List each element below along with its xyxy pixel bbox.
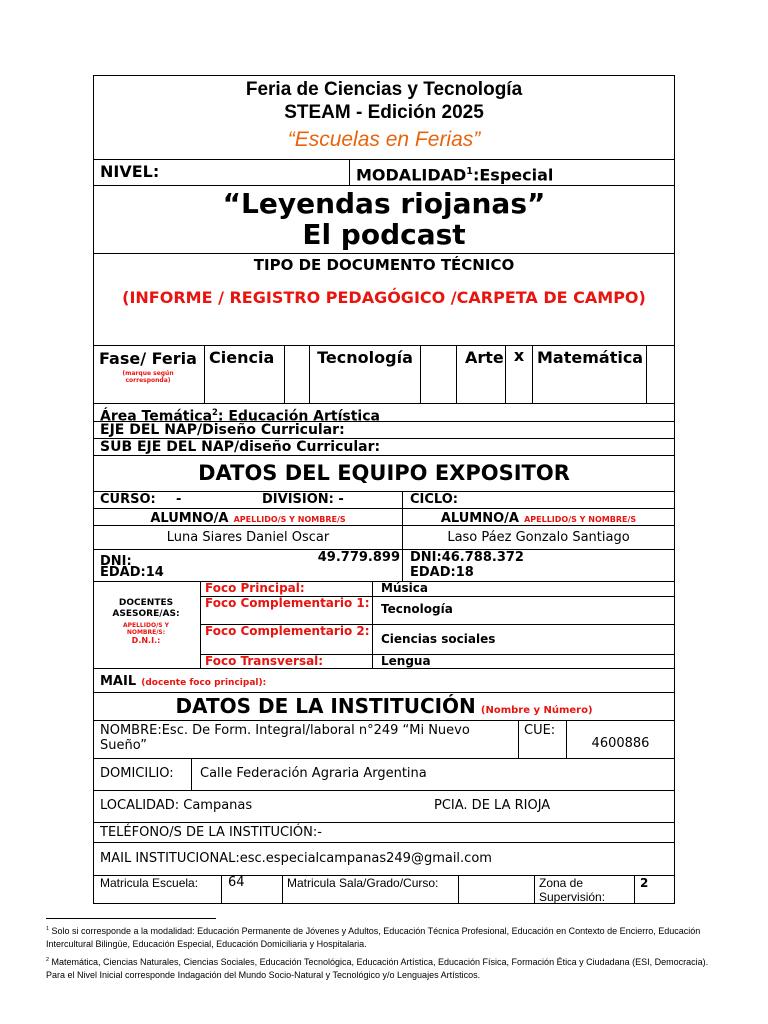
telefono: TELÉFONO/S DE LA INSTITUCIÓN:-	[100, 825, 322, 840]
telefono-row	[93, 822, 675, 842]
mail-docente-label: MAIL	[100, 674, 137, 689]
nivel-label: NIVEL:	[100, 162, 160, 181]
foco-principal-label: Foco Principal:	[205, 582, 305, 595]
domicilio-row	[93, 758, 675, 790]
ciclo-label: CICLO:	[410, 492, 458, 507]
docentes-label: DOCENTES ASESORE/AS:	[112, 598, 180, 619]
modalidad-label: MODALIDAD	[356, 165, 467, 185]
curso-value: -	[176, 492, 182, 507]
domicilio-value: Calle Federación Agraria Argentina	[200, 766, 427, 781]
option-matematica: Matemática	[537, 348, 644, 367]
project-subtitle: El podcast	[302, 218, 466, 251]
mark-tecnologia[interactable]	[421, 346, 456, 403]
footnote-ref-2: 2	[212, 407, 218, 417]
footnote-1-text: Solo si corresponde a la modalidad: Educación Permanente de Jóvenes y Adultos, Educación Técnica Profesional, Educación en Contexto de Encierro, Educación Intercultural Bilingüe, Educación Especial, Educación Domiciliaria y Hospitalaria.	[46, 926, 701, 949]
option-arte: Arte	[465, 348, 504, 367]
zona-label: Zona de Supervisión:	[539, 876, 606, 903]
zona-value: 2	[640, 876, 649, 890]
mail-docente-row	[93, 668, 675, 692]
footnote-1-num: 1	[46, 926, 49, 932]
docentes-row	[93, 581, 675, 668]
doc-type-title: TIPO DE DOCUMENTO TÉCNICO	[253, 256, 515, 274]
modalidad-value: :Especial	[472, 165, 554, 185]
student-2-name: Laso Páez Gonzalo Santiago	[447, 530, 630, 545]
nombre-row	[93, 720, 675, 758]
foco-transversal-row	[201, 655, 674, 668]
area-tematica-row	[93, 403, 675, 421]
student-1-edad: EDAD:14	[100, 565, 164, 580]
footnote-ref-1: 1	[466, 166, 473, 177]
cue-value: 4600886	[591, 736, 650, 751]
docentes-note: APELLIDO/S Y NOMBRE/S:	[122, 622, 170, 636]
fase-label: Fase/ Feria	[99, 349, 197, 368]
matricula-sala-value[interactable]	[459, 876, 534, 903]
student-dni-row	[93, 549, 675, 581]
foco-complementario-1-label: Foco Complementario 1:	[205, 596, 370, 610]
mail-institucional-row	[93, 842, 675, 875]
foco-transversal-value: Lengua	[381, 654, 431, 668]
division-label: DIVISIÓN: -	[262, 492, 344, 507]
fase-row	[93, 345, 675, 403]
student-name-row	[93, 525, 675, 549]
foco-complementario-1-row	[201, 597, 674, 625]
project-title-block	[93, 185, 675, 253]
footnote-2-text: Matemática, Ciencias Naturales, Ciencias Sociales, Educación Tecnológica, Educación Artística, Educación Física, Formación Ética y Ciudadana (ESI, Democracia). Para el Nivel Inicial corresponde Indagación del Mundo Socio-Natural y Tecnológico y/o Lenguajes Artísticos.	[46, 957, 709, 980]
mail-docente-note: (docente foco principal):	[141, 678, 267, 688]
footnote-2	[46, 954, 726, 982]
curso-row	[93, 491, 675, 508]
footnotes	[46, 915, 726, 982]
project-title: “Leyendas riojanas”	[222, 187, 546, 220]
foco-complementario-2-label: Foco Complementario 2:	[205, 624, 370, 638]
eje-nap-row	[93, 421, 675, 438]
provincia: PCIA. DE LA RIOJA	[434, 798, 551, 813]
student-2-dni-label: DNI:	[410, 550, 442, 565]
fair-title: Feria de Ciencias y Tecnología	[245, 79, 523, 100]
fase-label-cell	[94, 346, 202, 403]
matricula-escuela-value: 64	[228, 876, 245, 890]
docentes-dni: D.N.I.:	[131, 636, 161, 645]
alumno-header-2	[403, 509, 674, 525]
mark-ciencia[interactable]	[285, 346, 309, 403]
footnote-2-num: 2	[46, 957, 49, 963]
doc-type-options: (INFORME / REGISTRO PEDAGÓGICO /CARPETA DE CAMPO)	[122, 288, 646, 307]
student-1-dni-label: DNI:	[100, 554, 132, 569]
mark-arte[interactable]: x	[513, 346, 525, 365]
sub-eje-nap-row	[93, 438, 675, 455]
area-tematica-value: : Educación Artística	[217, 408, 380, 421]
doc-type-block	[93, 253, 675, 345]
option-ciencia: Ciencia	[209, 348, 275, 367]
equipo-title: DATOS DEL EQUIPO EXPOSITOR	[198, 461, 570, 485]
student-1-dni-cell	[100, 550, 400, 581]
alumno-note-1: APELLIDO/S Y NOMBRE/S	[233, 515, 346, 524]
foco-complementario-2-row	[201, 625, 674, 655]
localidad-row	[93, 790, 675, 822]
institucion-title-row	[93, 692, 675, 720]
matricula-escuela-label: Matricula Escuela:	[100, 876, 199, 890]
student-2-dni-cell	[410, 550, 674, 581]
student-1-name: Luna Siares Daniel Oscar	[166, 530, 330, 545]
institucion-title-note: (Nombre y Número)	[480, 705, 593, 716]
matricula-row	[93, 875, 675, 904]
foco-principal-row	[201, 582, 674, 597]
option-tecnologia: Tecnología	[317, 348, 413, 367]
alumno-label-2: ALUMNO/A	[440, 511, 519, 525]
area-tematica-label: Área Temática	[100, 408, 213, 421]
docentes-label-cell	[94, 582, 198, 668]
header-block	[93, 75, 675, 159]
foco-complementario-1-value: Tecnología	[381, 602, 453, 616]
student-2-dni	[410, 550, 674, 565]
foco-complementario-2-value: Ciencias sociales	[381, 632, 496, 646]
modalidad	[356, 160, 674, 185]
mail-institucional: MAIL INSTITUCIONAL:esc.especialcampanas249@gmail.com	[100, 851, 492, 866]
institucion-title-text: DATOS DE LA INSTITUCIÓN	[175, 694, 476, 718]
sub-eje-nap: SUB EJE DEL NAP/diseño Curricular:	[100, 439, 381, 455]
foco-transversal-label: Foco Transversal:	[205, 654, 324, 668]
student-2-edad: EDAD:18	[410, 565, 474, 580]
fase-note: (marque según corresponda)	[122, 370, 174, 384]
nivel-modalidad-row	[93, 159, 675, 185]
equipo-title-row	[93, 455, 675, 491]
student-2-dni-value: 46.788.372	[441, 550, 524, 565]
student-1-dni: 49.779.899	[317, 550, 400, 565]
form-table	[93, 75, 675, 904]
fair-edition: STEAM - Edición 2025	[284, 102, 484, 123]
alumno-header-row	[93, 508, 675, 525]
mail-docente	[100, 669, 674, 692]
curso-label: CURSO:	[100, 492, 156, 507]
fair-slogan: “Escuelas en Ferias”	[287, 128, 481, 151]
alumno-label-1: ALUMNO/A	[150, 511, 229, 525]
matricula-sala-label: Matricula Sala/Grado/Curso:	[287, 876, 439, 890]
alumno-note-2: APELLIDO/S Y NOMBRE/S	[524, 515, 637, 524]
localidad: LOCALIDAD: Campanas	[100, 798, 253, 813]
area-tematica	[100, 404, 674, 421]
footnote-1	[46, 923, 726, 951]
mark-matematica[interactable]	[647, 346, 674, 403]
cue-label: CUE:	[524, 723, 556, 738]
domicilio-label: DOMICILIO:	[100, 766, 174, 781]
foco-principal-value: Música	[381, 582, 428, 595]
alumno-header-1	[94, 509, 402, 525]
focos-grid	[201, 582, 674, 668]
eje-nap: EJE DEL NAP/Diseño Curricular:	[100, 422, 345, 438]
institucion-nombre: NOMBRE:Esc. De Form. Integral/laboral n°249 “Mi Nuevo Sueño”	[100, 723, 470, 753]
